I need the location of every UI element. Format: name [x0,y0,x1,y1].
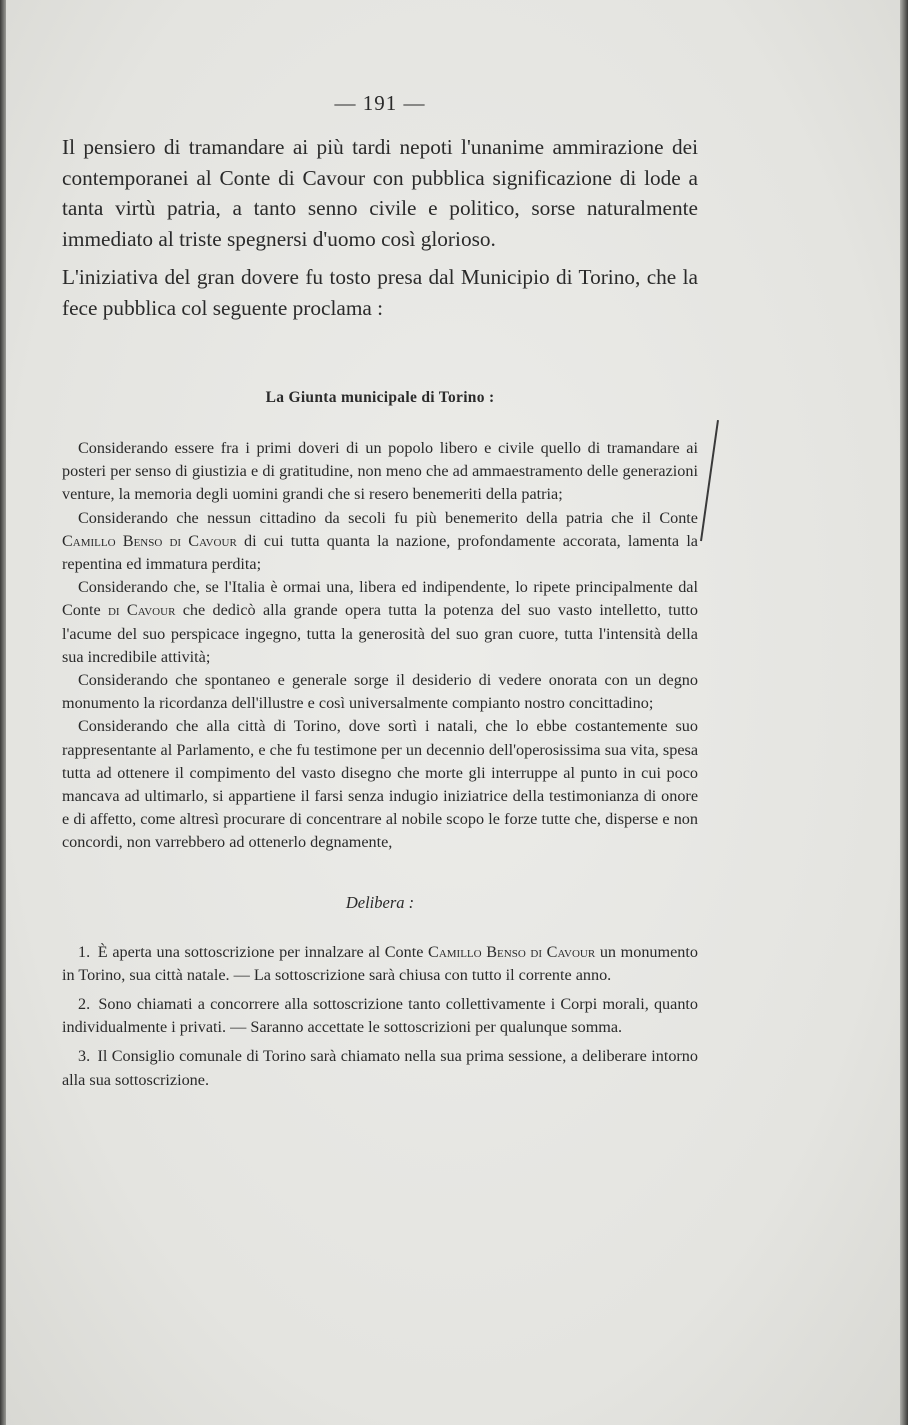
consideration-paragraph: Considerando che alla città di Torino, dove sortì i natali, che lo ebbe costantemente suo rappresentante al Parlamento, e che fu testimone per un decennio dell'operosissima sua vita, spesa tutta ad ottenere il compimento del vasto disegno che morte gli interruppe al punto in cui poco mancava ad ultimarlo, si appartiene il farsi senza indugio iniziatrice della testimonianza di onore e di affetto, come altresì procurare di concentrare al nobile scopo le forze tutte che, disperse e non concordi, non varrebbero ad ottenerlo degnamente, [62,717,698,852]
margin-pencil-mark [700,420,719,541]
intro-text [62,132,698,323]
article-number: 3. [78,1047,91,1066]
article-item: 1. È aperta una sottoscrizione per innalzare al Conte Camillo Benso di Cavour un monumento in Torino, sua città natale. — La sottoscrizione sarà chiusa con tutto il corrente anno. [62,942,698,984]
consideration-paragraph: Considerando che spontaneo e generale sorge il desiderio di vedere onorata con un degno monumento la ricordanza dell'illustre e così universalmente compianto nostro concittadino; [62,671,698,713]
intro-paragraph: L'iniziativa del gran dovere fu tosto presa dal Municipio di Torino, che la fece pubblica col seguente proclama : [62,265,698,320]
article-number: 1. [78,942,91,961]
consideration-paragraph: Considerando che nessun cittadino da secoli fu più benemerito della patria che il Conte Camillo Benso di Cavour di cui tutta quanta la nazione, profondamente accorata, lamenta la repentina ed immatura perdita; [62,508,698,574]
article-item: 3. Il Consiglio comunale di Torino sarà chiamato nella sua prima sessione, a deliberare intorno alla sua sottoscrizione. [62,1047,698,1089]
consideration-paragraph: Considerando essere fra i primi doveri di un popolo libero e civile quello di tramandare ai posteri per senso di giustizia e di gratitudine, non meno che ad ammaestramento delle generazioni venture, la memoria degli uomini grandi che si resero benemeriti della patria; [62,439,698,504]
intro-paragraph: Il pensiero di tramandare ai più tardi nepoti l'unanime ammirazione dei contemporanei al Conte di Cavour con pubblica significazione di lode a tanta virtù patria, a tanto senno civile e politico, sorse naturalmente immediato al triste spegnersi d'uomo così glorioso. [62,135,698,251]
page-number: — 191 — [334,91,426,115]
consideration-paragraph: Considerando che, se l'Italia è ormai una, libera ed indipendente, lo ripete principalmente dal Conte di Cavour che dedicò alla grande opera tutta la potenza del suo vasto intelletto, tutto l'acume del suo perspicace ingegno, tutta la generosità del suo gran cuore, tutta l'intensità della sua incredibile attività; [62,578,698,666]
proclamation-heading: La Giunta municipale di Torino : [265,389,495,406]
scan-edge-right [900,0,908,1425]
scan-edge-left [0,0,6,1425]
page-content [62,88,698,1098]
article-number: 2. [78,995,91,1014]
person-name: Camillo Benso di Cavour [62,531,237,550]
delibera-heading: Delibera : [345,892,415,912]
person-name: Camillo Benso di Cavour [428,942,596,961]
articles-list [62,941,698,1092]
considerations-list [62,437,698,855]
person-name: di Cavour [107,601,176,620]
article-item: 2. Sono chiamati a concorrere alla sottoscrizione tanto collettivamente i Corpi morali, quanto individualmente i privati. — Saranno accettate le sottoscrizioni per qualunque somma. [62,995,699,1037]
